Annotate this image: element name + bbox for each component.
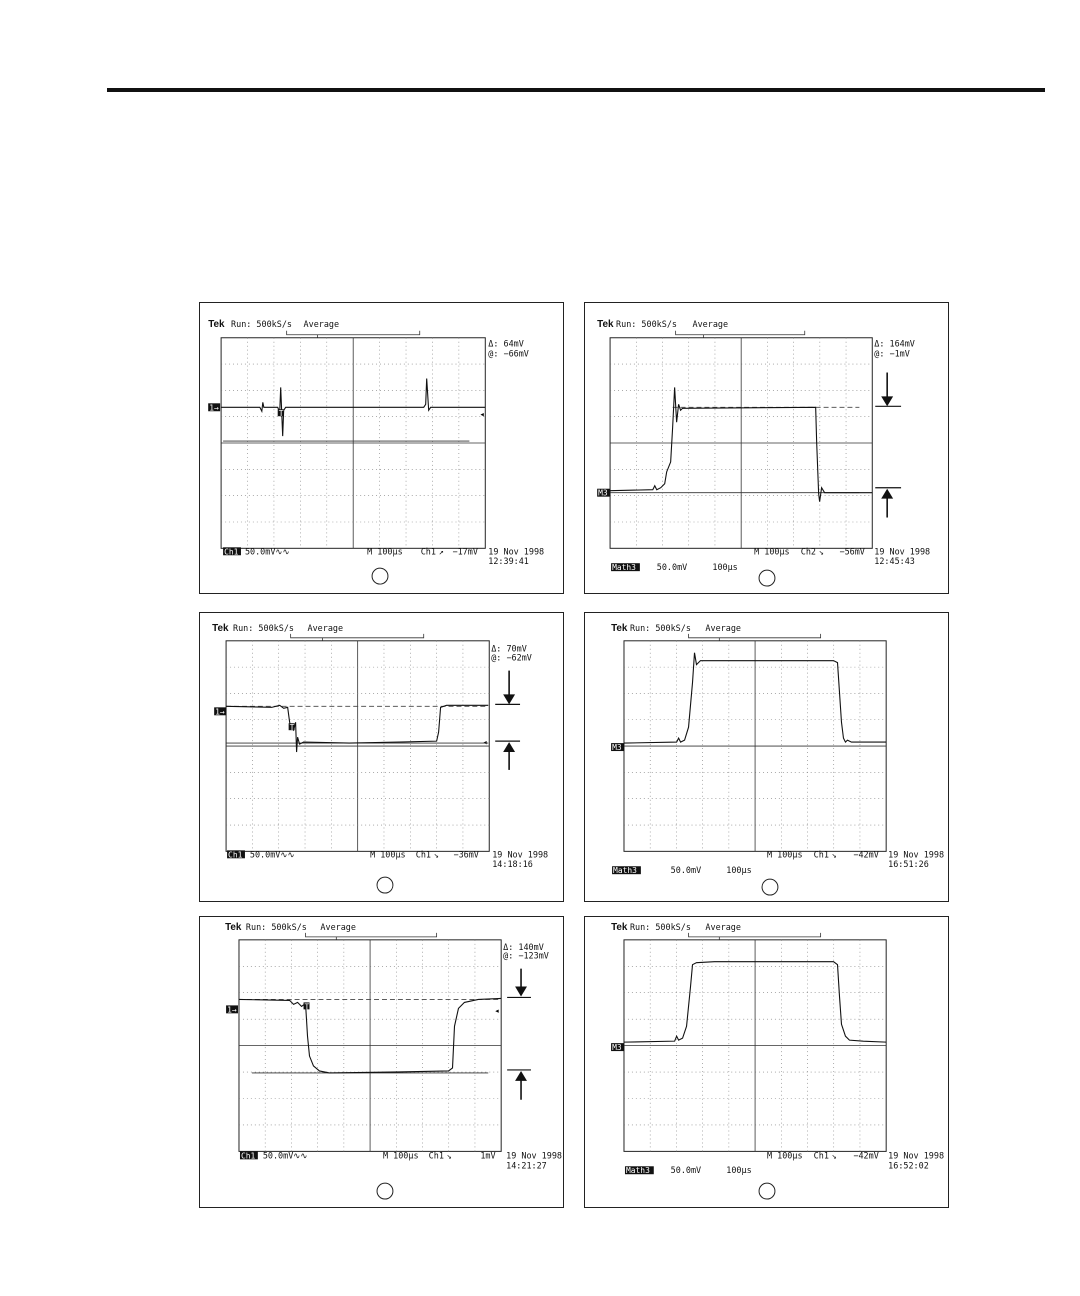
- trigger-marker: T: [278, 409, 284, 419]
- run-label: Run: 500kS/s: [245, 921, 307, 932]
- trigger-marker: T: [289, 723, 295, 733]
- mode-label: Average: [705, 622, 741, 633]
- trigger-level-arrow: ◂: [482, 738, 488, 749]
- time-stamp: 16:51:26: [888, 859, 929, 870]
- trigger-source: Ch1: [813, 849, 829, 860]
- timebase: M 100µs: [370, 849, 406, 860]
- figure-label-circle: [759, 570, 775, 586]
- channel-tag: Ch1: [224, 547, 239, 557]
- date-stamp: 19 Nov 1998: [888, 1150, 945, 1161]
- brand-label: Tek: [611, 921, 628, 933]
- trigger-slope: ↗: [438, 546, 444, 557]
- record-bracket: [689, 933, 821, 940]
- trigger-source: Ch1: [428, 1150, 444, 1161]
- date-stamp: 19 Nov 1998: [488, 546, 545, 557]
- figure-label-circle: [762, 879, 778, 895]
- channel-tag: Math3: [625, 1166, 650, 1176]
- run-label: Run: 500kS/s: [616, 318, 678, 329]
- timebase: 100µs: [712, 562, 738, 573]
- channel-marker: 1→: [209, 403, 219, 413]
- vertical-scale: 50.0mV∿∿: [262, 1150, 308, 1161]
- record-bracket: [306, 933, 437, 940]
- at-readout: @: −123mV: [503, 950, 549, 961]
- timebase-main: M 100µs: [766, 849, 803, 860]
- run-label: Run: 500kS/s: [629, 622, 691, 633]
- trigger-slope: ↘: [831, 849, 837, 860]
- delta-readout: Δ: 64mV: [488, 338, 524, 349]
- waveform-trace: [226, 705, 488, 752]
- vertical-scale: 50.0mV: [670, 1165, 702, 1176]
- timebase: 100µs: [726, 1165, 752, 1176]
- trigger-level-arrow: ◂: [494, 1006, 500, 1017]
- figure-label-circle: [377, 877, 393, 893]
- scope-panel-f: [584, 916, 949, 1208]
- graticule: [239, 940, 501, 1152]
- scope-screen: [200, 917, 563, 1207]
- trigger-slope: ↘: [446, 1150, 452, 1161]
- scope-panel-c: [199, 612, 564, 902]
- trigger-source: Ch1: [813, 1150, 829, 1161]
- scope-panel-d: [584, 612, 949, 902]
- mode-label: Average: [692, 318, 729, 329]
- record-bracket: [689, 634, 821, 641]
- graticule: [226, 641, 489, 852]
- graticule: [624, 940, 886, 1152]
- trigger-level: −17mV: [452, 546, 478, 557]
- scope-screen: [585, 917, 948, 1207]
- trigger-marker: T: [304, 1002, 310, 1012]
- time-stamp: 16:52:02: [888, 1160, 929, 1171]
- at-readout: @: −66mV: [488, 348, 529, 359]
- scope-screen: [200, 613, 563, 901]
- date-stamp: 19 Nov 1998: [506, 1150, 563, 1161]
- date-stamp: 19 Nov 1998: [874, 546, 931, 557]
- scope-screen: [200, 303, 563, 593]
- run-label: Run: 500kS/s: [231, 318, 293, 329]
- record-bracket: [676, 331, 805, 338]
- cursor-arrows: [875, 373, 901, 518]
- graticule: [610, 338, 872, 549]
- brand-label: Tek: [225, 921, 242, 933]
- channel-tag: Ch1: [240, 1151, 256, 1161]
- delta-readout: Δ: 70mV: [491, 643, 527, 654]
- channel-marker: 1→: [215, 707, 225, 717]
- trigger-level-arrow: ◂: [479, 410, 485, 421]
- at-readout: @: −1mV: [874, 348, 910, 359]
- trigger-slope: ↘: [831, 1150, 837, 1161]
- delta-readout: Δ: 164mV: [874, 338, 915, 349]
- trigger-level: 1mV: [480, 1150, 496, 1161]
- trigger-level: −36mV: [453, 849, 479, 860]
- vertical-scale: 50.0mV∿∿: [244, 546, 290, 557]
- timebase: 100µs: [726, 865, 752, 876]
- channel-marker: M3: [612, 1043, 622, 1053]
- scope-screen: [585, 303, 948, 593]
- vertical-scale: 50.0mV: [656, 562, 688, 573]
- brand-label: Tek: [212, 622, 229, 634]
- timebase: M 100µs: [382, 1150, 419, 1161]
- trigger-slope: ↘: [818, 546, 824, 557]
- trigger-source: Ch2: [800, 546, 817, 557]
- scope-panel-b: [584, 302, 949, 594]
- trigger-slope: ↘: [433, 849, 439, 860]
- scope-panel-a: [199, 302, 564, 594]
- trigger-level: −42mV: [853, 1150, 879, 1161]
- figure-label-circle: [759, 1183, 775, 1199]
- channel-tag: Math3: [613, 866, 637, 876]
- trigger-source: Ch1: [415, 849, 432, 860]
- mode-label: Average: [303, 318, 340, 329]
- cursor-arrows: [495, 671, 520, 770]
- time-stamp: 12:45:43: [874, 556, 915, 567]
- header-rule: [107, 88, 1045, 92]
- brand-label: Tek: [611, 622, 628, 634]
- trigger-level: −42mV: [853, 849, 879, 860]
- timebase-main: M 100µs: [754, 546, 790, 557]
- vertical-scale: 50.0mV: [670, 865, 702, 876]
- cursor-arrows: [507, 969, 531, 1100]
- vertical-scale: 50.0mV∿∿: [249, 849, 295, 860]
- timebase: M 100µs: [367, 546, 403, 557]
- figure-label-circle: [372, 568, 388, 584]
- channel-marker: 1→: [227, 1005, 237, 1015]
- time-stamp: 14:18:16: [492, 859, 533, 870]
- scope-panel-e: [199, 916, 564, 1208]
- brand-label: Tek: [208, 318, 225, 330]
- mode-label: Average: [705, 921, 741, 932]
- time-stamp: 12:39:41: [488, 556, 529, 567]
- brand-label: Tek: [597, 318, 614, 330]
- figure-label-circle: [377, 1183, 393, 1199]
- date-stamp: 19 Nov 1998: [492, 849, 549, 860]
- time-stamp: 14:21:27: [506, 1160, 547, 1171]
- mode-label: Average: [307, 622, 344, 633]
- channel-tag: Ch1: [228, 850, 243, 860]
- record-bracket: [287, 331, 420, 338]
- date-stamp: 19 Nov 1998: [888, 849, 945, 860]
- at-readout: @: −62mV: [491, 652, 532, 663]
- timebase-main: M 100µs: [766, 1150, 803, 1161]
- run-label: Run: 500kS/s: [233, 622, 294, 633]
- channel-marker: M3: [598, 488, 608, 498]
- delta-readout: Δ: 140mV: [503, 941, 544, 952]
- run-label: Run: 500kS/s: [629, 921, 691, 932]
- graticule: [624, 641, 886, 852]
- graticule: [221, 338, 485, 549]
- channel-tag: Math3: [612, 563, 636, 573]
- channel-marker: M3: [612, 743, 622, 753]
- record-bracket: [291, 634, 424, 641]
- trigger-source: Ch1: [420, 546, 436, 557]
- mode-label: Average: [320, 921, 356, 932]
- trigger-level: −56mV: [839, 546, 865, 557]
- scope-screen: [585, 613, 948, 901]
